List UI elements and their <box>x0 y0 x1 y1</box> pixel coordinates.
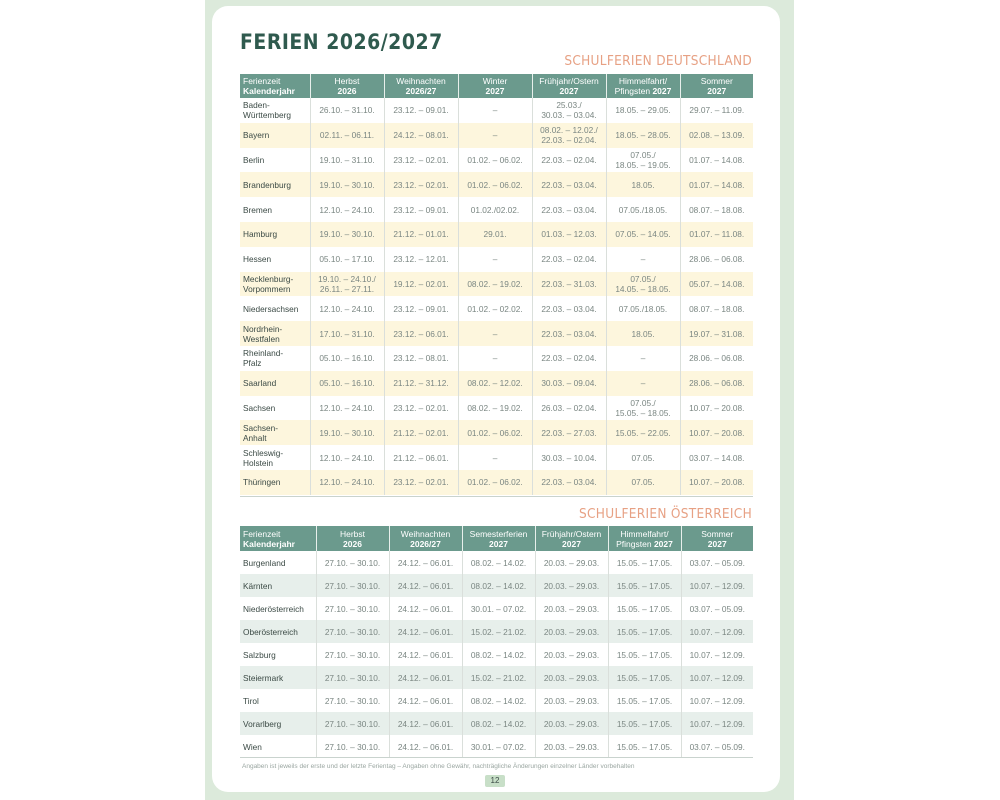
state-name: Schleswig- Holstein <box>240 445 310 470</box>
state-name: Niederösterreich <box>240 597 316 620</box>
table-row <box>240 445 753 470</box>
holiday-dates: 23.12. – 06.01. <box>384 321 458 346</box>
header-cell <box>462 526 535 551</box>
holiday-dates: 07.05. <box>606 470 680 495</box>
header-year: 2027 <box>707 86 727 96</box>
header-label: Ferienzeit <box>243 76 281 86</box>
table-row <box>240 247 753 272</box>
holiday-dates: 27.10. – 30.10. <box>316 620 389 643</box>
holiday-dates: 20.03. – 29.03. <box>535 551 608 574</box>
holiday-dates: 08.02. – 14.02. <box>462 643 535 666</box>
holiday-dates: 15.02. – 21.02. <box>462 620 535 643</box>
header-year: 2027 <box>489 538 508 549</box>
holiday-dates: 26.10. – 31.10. <box>310 98 384 123</box>
holiday-dates: 12.10. – 24.10. <box>310 296 384 321</box>
holiday-dates: 23.12. – 09.01. <box>384 296 458 321</box>
state-name: Sachsen <box>240 396 310 421</box>
holiday-dates: – <box>458 445 532 470</box>
holiday-dates: – <box>458 247 532 272</box>
holiday-dates: 07.05./ 15.05. – 18.05. <box>606 396 680 421</box>
table-row <box>240 346 753 371</box>
table-row <box>240 712 753 735</box>
table-row <box>240 98 753 123</box>
state-name: Kärnten <box>240 574 316 597</box>
table-row <box>240 420 753 445</box>
holiday-dates: 05.10. – 17.10. <box>310 247 384 272</box>
holiday-dates: 29.07. – 11.09. <box>689 105 745 116</box>
holiday-dates: – <box>606 371 680 396</box>
header-year: 2026 <box>343 538 362 549</box>
header-cell <box>384 74 458 98</box>
holiday-dates: 07.05./18.05. <box>606 197 680 222</box>
holiday-dates: 27.10. – 30.10. <box>316 551 389 574</box>
holiday-dates: 19.10. – 30.10. <box>310 222 384 247</box>
holiday-dates: 30.03. – 10.04. <box>532 445 606 470</box>
header-year: 2027 <box>559 86 579 96</box>
holiday-dates: 12.10. – 24.10. <box>310 445 384 470</box>
table-row <box>240 643 753 666</box>
header-year: 2026/27 <box>410 538 441 549</box>
state-name: Berlin <box>240 148 310 173</box>
header-cell-period <box>240 74 310 98</box>
holiday-dates: 12.10. – 24.10. <box>310 470 384 495</box>
holiday-dates: 08.07. – 18.08. <box>689 204 745 215</box>
holiday-dates: 24.12. – 06.01. <box>389 666 462 689</box>
holiday-dates: 24.12. – 06.01. <box>389 597 462 620</box>
holiday-dates: 20.03. – 29.03. <box>535 666 608 689</box>
holiday-dates: – <box>606 247 680 272</box>
state-name: Wien <box>240 735 316 758</box>
holiday-dates: 05.07. – 14.08. <box>680 272 753 297</box>
holiday-dates: 24.12. – 06.01. <box>389 689 462 712</box>
holiday-dates: 08.02. – 19.02. <box>458 272 532 297</box>
holiday-dates: 20.03. – 29.03. <box>535 643 608 666</box>
holiday-dates: 01.07. – 11.08. <box>680 222 753 247</box>
table-row <box>240 272 753 297</box>
header-year: 2026 <box>337 86 357 96</box>
page-number: 12 <box>485 775 505 787</box>
header-label: Herbst <box>334 76 360 86</box>
holiday-dates: 27.10. – 30.10. <box>316 712 389 735</box>
table-row <box>240 148 753 173</box>
table-row <box>240 666 753 689</box>
table-row <box>240 689 753 712</box>
holiday-dates: 08.02. – 14.02. <box>462 574 535 597</box>
holiday-dates: 20.03. – 29.03. <box>535 620 608 643</box>
holiday-table-austria <box>240 526 753 758</box>
header-cell <box>535 526 608 551</box>
holiday-dates: 18.05. – 28.05. <box>606 123 680 148</box>
header-cell <box>608 526 681 551</box>
header-label: Himmelfahrt/ <box>620 528 669 539</box>
header-prefix: Pfingsten <box>616 538 654 549</box>
table-row <box>240 197 753 222</box>
state-name: Salzburg <box>240 643 316 666</box>
holiday-dates: 28.06. – 06.08. <box>680 371 753 396</box>
holiday-dates: 24.12. – 06.01. <box>389 643 462 666</box>
table-row <box>240 574 753 597</box>
holiday-dates: 03.07. – 05.09. <box>689 741 745 752</box>
holiday-dates: 15.05. – 17.05. <box>608 689 681 712</box>
header-label: Winter <box>482 76 508 86</box>
holiday-dates: 08.02. – 19.02. <box>458 396 532 421</box>
holiday-dates: – <box>458 346 532 371</box>
section-title-austria: SCHULFERIEN ÖSTERREICH <box>579 506 752 522</box>
holiday-dates: 07.05./18.05. <box>606 296 680 321</box>
header-cell <box>316 526 389 551</box>
state-name: Nordrhein- Westfalen <box>240 321 310 346</box>
holiday-dates: 22.03. – 03.04. <box>532 172 606 197</box>
state-name: Brandenburg <box>240 172 310 197</box>
table-row <box>240 371 753 396</box>
state-name: Bremen <box>240 197 310 222</box>
holiday-dates: 22.03. – 31.03. <box>532 272 606 297</box>
holiday-dates: 23.12. – 08.01. <box>384 346 458 371</box>
holiday-dates: 27.10. – 30.10. <box>316 574 389 597</box>
holiday-dates: 24.12. – 06.01. <box>389 735 462 758</box>
holiday-dates: 08.07. – 18.08. <box>689 303 745 314</box>
holiday-dates: 02.11. – 06.11. <box>310 123 384 148</box>
table-bottom-rule <box>240 496 753 497</box>
header-label: Frühjahr/Ostern <box>541 528 602 539</box>
holiday-dates: 08.02. – 14.02. <box>462 712 535 735</box>
header-label: Ferienzeit <box>243 528 281 539</box>
holiday-dates: 15.05. – 17.05. <box>608 643 681 666</box>
holiday-dates: 08.02. – 12.02./ 22.03. – 02.04. <box>532 123 606 148</box>
holiday-dates: 12.10. – 24.10. <box>310 197 384 222</box>
header-cell <box>458 74 532 98</box>
state-name: Burgenland <box>240 551 316 574</box>
state-name: Saarland <box>240 371 310 396</box>
state-name: Steiermark <box>240 666 316 689</box>
holiday-dates: 24.12. – 06.01. <box>389 712 462 735</box>
header-year: 2026/27 <box>405 86 437 96</box>
holiday-dates: 01.07. – 14.08. <box>680 172 753 197</box>
holiday-dates: 23.12. – 12.01. <box>384 247 458 272</box>
holiday-dates: – <box>606 346 680 371</box>
header-label: Weihnachten <box>400 528 451 539</box>
holiday-dates: 01.03. – 12.03. <box>532 222 606 247</box>
holiday-dates: 20.03. – 29.03. <box>535 689 608 712</box>
holiday-dates: 22.03. – 03.04. <box>532 296 606 321</box>
table-row <box>240 222 753 247</box>
holiday-dates: 10.07. – 12.09. <box>681 574 753 597</box>
holiday-dates: 07.05. – 14.05. <box>606 222 680 247</box>
holiday-dates: 22.03. – 03.04. <box>532 470 606 495</box>
holiday-dates: 01.02. – 06.02. <box>458 172 532 197</box>
header-cell <box>606 74 680 98</box>
holiday-dates: 24.12. – 08.01. <box>384 123 458 148</box>
holiday-dates: 15.05. – 17.05. <box>608 666 681 689</box>
state-name: Oberösterreich <box>240 620 316 643</box>
holiday-dates: 30.01. – 07.02. <box>462 735 535 758</box>
holiday-dates: 23.12. – 02.01. <box>384 172 458 197</box>
holiday-dates: 07.05. <box>606 445 680 470</box>
holiday-dates: 15.05. – 17.05. <box>608 597 681 620</box>
holiday-dates: 10.07. – 20.08. <box>680 420 753 445</box>
holiday-dates: 19.07. – 31.08. <box>680 321 753 346</box>
holiday-dates: 20.03. – 29.03. <box>535 574 608 597</box>
header-label: Herbst <box>339 528 366 539</box>
table-row <box>240 396 753 421</box>
holiday-dates: 01.02. – 06.02. <box>458 470 532 495</box>
holiday-dates: 18.05. <box>606 321 680 346</box>
holiday-dates: 01.02. – 02.02. <box>458 296 532 321</box>
holiday-dates: 03.07. – 14.08. <box>689 452 745 463</box>
holiday-dates: 07.05./ 18.05. – 19.05. <box>606 148 680 173</box>
header-prefix: Pfingsten <box>614 86 653 96</box>
holiday-dates: 30.03. – 09.04. <box>532 371 606 396</box>
state-name: Thüringen <box>240 470 310 495</box>
holiday-dates: 23.12. – 02.01. <box>384 470 458 495</box>
holiday-dates: 20.03. – 29.03. <box>535 735 608 758</box>
holiday-dates: 19.10. – 24.10./ 26.11. – 27.11. <box>310 272 384 297</box>
header-cell <box>389 526 462 551</box>
header-year: 2027 <box>707 538 727 549</box>
holiday-dates: 19.10. – 30.10. <box>310 420 384 445</box>
holiday-dates: 24.12. – 06.01. <box>389 620 462 643</box>
holiday-dates: 10.07. – 12.09. <box>681 666 753 689</box>
table-row <box>240 620 753 643</box>
holiday-dates: 22.03. – 02.04. <box>532 247 606 272</box>
holiday-dates: 01.02. – 06.02. <box>458 420 532 445</box>
holiday-dates: 15.02. – 21.02. <box>462 666 535 689</box>
holiday-dates: 22.03. – 03.04. <box>532 197 606 222</box>
holiday-dates: 03.07. – 05.09. <box>689 557 745 568</box>
header-cell <box>310 74 384 98</box>
state-name: Hessen <box>240 247 310 272</box>
holiday-dates: 10.07. – 12.09. <box>681 712 753 735</box>
header-cell <box>532 74 606 98</box>
header-year: 2027 <box>485 86 505 96</box>
state-name: Vorarlberg <box>240 712 316 735</box>
state-name: Tirol <box>240 689 316 712</box>
holiday-table-germany <box>240 74 753 495</box>
header-sublabel: Kalenderjahr <box>243 538 295 549</box>
holiday-dates: 21.12. – 06.01. <box>384 445 458 470</box>
holiday-dates: 21.12. – 02.01. <box>384 420 458 445</box>
holiday-dates: 10.07. – 20.08. <box>689 402 745 413</box>
holiday-dates: 15.05. – 17.05. <box>608 574 681 597</box>
holiday-dates: 22.03. – 03.04. <box>532 321 606 346</box>
holiday-dates: 08.02. – 14.02. <box>462 689 535 712</box>
holiday-dates: 28.06. – 06.08. <box>689 353 745 364</box>
header-label: Weihnachten <box>396 76 446 86</box>
table-row <box>240 735 753 758</box>
holiday-dates: 28.06. – 06.08. <box>689 254 745 265</box>
header-year: 2027 <box>653 538 673 549</box>
table-row <box>240 123 753 148</box>
table-row <box>240 172 753 197</box>
state-name: Hamburg <box>240 222 310 247</box>
header-label: Himmelfahrt/ <box>618 76 668 86</box>
holiday-dates: 27.10. – 30.10. <box>316 689 389 712</box>
holiday-dates: 15.05. – 17.05. <box>608 735 681 758</box>
holiday-dates: 29.01. <box>458 222 532 247</box>
table-header-row <box>240 526 753 551</box>
holiday-dates: 30.01. – 07.02. <box>462 597 535 620</box>
state-name: Bayern <box>240 123 310 148</box>
header-year: 2027 <box>652 86 672 96</box>
holiday-dates: 02.08. – 13.09. <box>680 123 753 148</box>
holiday-dates: 10.07. – 12.09. <box>689 695 745 706</box>
holiday-dates: 24.12. – 06.01. <box>389 551 462 574</box>
state-name: Rheinland- Pfalz <box>240 346 310 371</box>
holiday-dates: 15.05. – 17.05. <box>608 712 681 735</box>
state-name: Mecklenburg- Vorpommern <box>240 272 310 297</box>
header-label: Semesterferien <box>469 528 528 539</box>
holiday-dates: 07.05./ 14.05. – 18.05. <box>606 272 680 297</box>
header-sublabel: Kalenderjahr <box>243 86 295 96</box>
header-cell <box>680 74 753 98</box>
footnote: Angaben ist jeweils der erste und der letzte Ferientag – Angaben ohne Gewähr, nachträgliche Änderungen einzelner Länder vorbehalten <box>242 763 635 770</box>
table-row <box>240 470 753 495</box>
holiday-dates: 01.07. – 14.08. <box>689 154 745 165</box>
holiday-dates: 25.03./ 30.03. – 03.04. <box>532 98 606 123</box>
holiday-dates: 22.03. – 02.04. <box>532 346 606 371</box>
holiday-dates: 19.10. – 31.10. <box>310 148 384 173</box>
holiday-dates: 19.10. – 30.10. <box>310 172 384 197</box>
holiday-dates: 01.02./02.02. <box>458 197 532 222</box>
holiday-dates: – <box>458 123 532 148</box>
holiday-dates: 26.03. – 02.04. <box>532 396 606 421</box>
holiday-dates: 05.10. – 16.10. <box>310 346 384 371</box>
header-cell <box>681 526 753 551</box>
holiday-dates: 18.05. – 29.05. <box>606 98 680 123</box>
table-row <box>240 597 753 620</box>
table-row <box>240 321 753 346</box>
holiday-dates: 27.10. – 30.10. <box>316 735 389 758</box>
holiday-dates: 12.10. – 24.10. <box>310 396 384 421</box>
holiday-dates: 05.10. – 16.10. <box>310 371 384 396</box>
holiday-dates: 27.10. – 30.10. <box>316 666 389 689</box>
holiday-dates: – <box>458 321 532 346</box>
header-cell-period <box>240 526 316 551</box>
holiday-dates: 24.12. – 06.01. <box>389 574 462 597</box>
holiday-dates: 10.07. – 20.08. <box>680 470 753 495</box>
page-title: FERIEN 2026/2027 <box>240 30 443 54</box>
holiday-dates: 10.07. – 12.09. <box>689 649 745 660</box>
holiday-dates: 01.02. – 06.02. <box>458 148 532 173</box>
holiday-dates: 03.07. – 05.09. <box>689 603 745 614</box>
header-label: Frühjahr/Ostern <box>539 76 599 86</box>
holiday-dates: 22.03. – 02.04. <box>532 148 606 173</box>
holiday-dates: 20.03. – 29.03. <box>535 597 608 620</box>
table-header-row <box>240 74 753 98</box>
holiday-dates: 08.02. – 14.02. <box>462 551 535 574</box>
holiday-dates: 18.05. <box>606 172 680 197</box>
holiday-dates: 20.03. – 29.03. <box>535 712 608 735</box>
header-year: 2027 <box>562 538 581 549</box>
table-bottom-rule <box>240 757 753 758</box>
header-label: Sommer <box>700 76 733 86</box>
holiday-dates: 23.12. – 09.01. <box>384 197 458 222</box>
state-name: Sachsen- Anhalt <box>240 420 310 445</box>
header-label: Sommer <box>701 528 734 539</box>
holiday-dates: 08.02. – 12.02. <box>458 371 532 396</box>
holiday-dates: 27.10. – 30.10. <box>316 643 389 666</box>
holiday-dates: 27.10. – 30.10. <box>316 597 389 620</box>
holiday-dates: 15.05. – 22.05. <box>606 420 680 445</box>
state-name: Niedersachsen <box>240 296 310 321</box>
holiday-dates: 23.12. – 02.01. <box>384 396 458 421</box>
holiday-dates: – <box>458 98 532 123</box>
holiday-dates: 23.12. – 02.01. <box>384 148 458 173</box>
holiday-dates: 21.12. – 31.12. <box>384 371 458 396</box>
holiday-dates: 15.05. – 17.05. <box>608 620 681 643</box>
table-row <box>240 551 753 574</box>
holiday-dates: 17.10. – 31.10. <box>310 321 384 346</box>
holiday-dates: 10.07. – 12.09. <box>681 620 753 643</box>
table-row <box>240 296 753 321</box>
holiday-dates: 23.12. – 09.01. <box>384 98 458 123</box>
state-name: Baden- Württemberg <box>240 98 310 123</box>
section-title-germany: SCHULFERIEN DEUTSCHLAND <box>564 53 752 69</box>
holiday-dates: 15.05. – 17.05. <box>608 551 681 574</box>
holiday-dates: 22.03. – 27.03. <box>532 420 606 445</box>
holiday-dates: 19.12. – 02.01. <box>384 272 458 297</box>
holiday-dates: 21.12. – 01.01. <box>384 222 458 247</box>
